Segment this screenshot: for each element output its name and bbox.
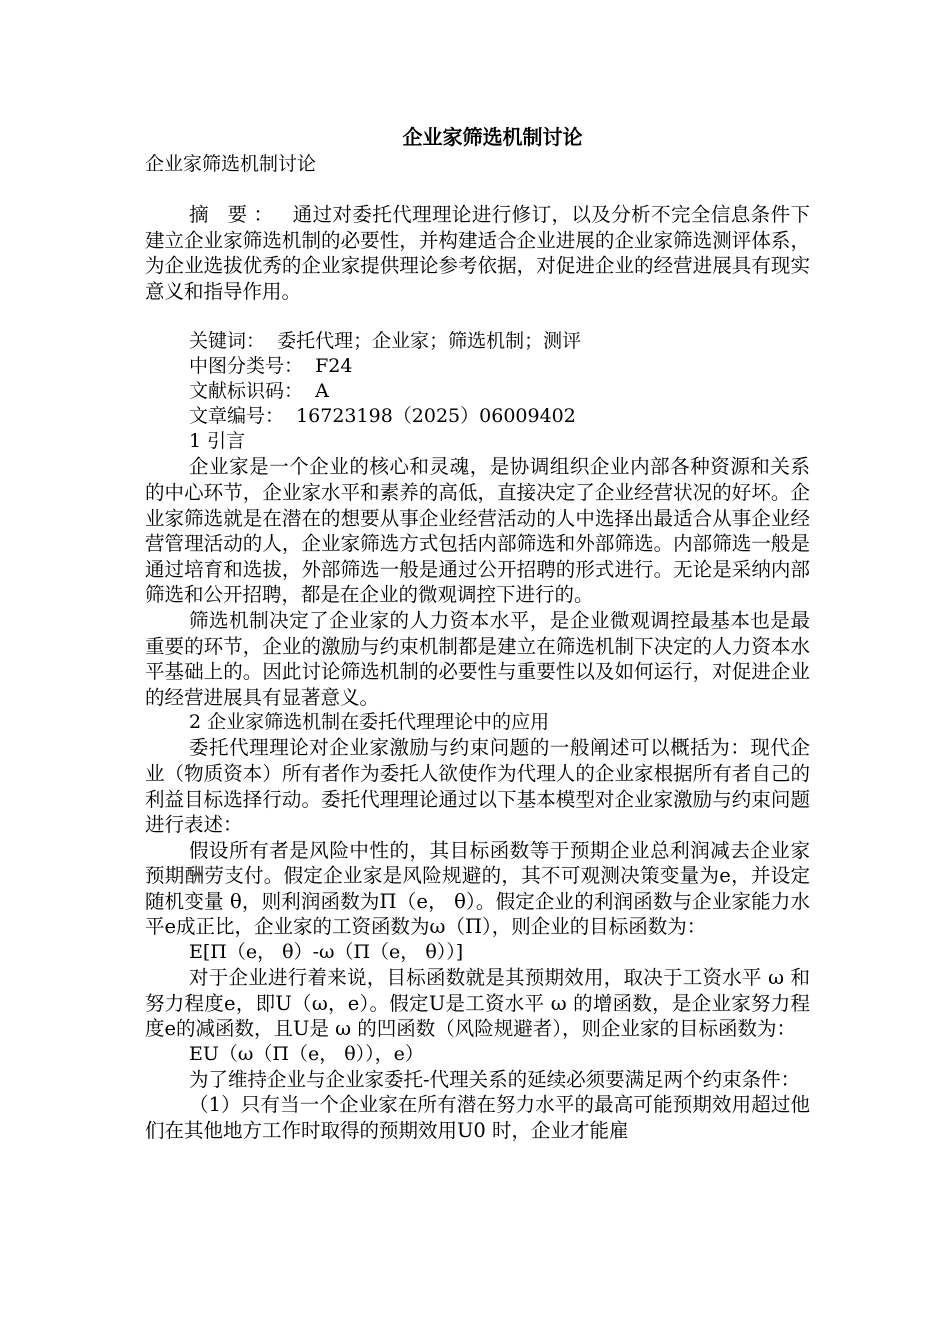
section-1-heading: 1 引言 [189,430,246,453]
document-title: 企业家筛选机制讨论 [402,125,583,149]
document-subtitle: 企业家筛选机制讨论 [145,153,317,175]
section-2-paragraph-3: 对于企业进行着来说，目标函数就是其预期效用，取决于工资水平 ω 和努力程度e，即U（ω，e）。假定U是工资水平 ω 的增函数，是企业家努力程度e的减函数，且U是 ω 的凹函数（风险规避者），则企业家的目标函数为： [145,966,810,1041]
spacer [145,177,810,202]
section-2-heading: 2 企业家筛选机制在委托代理理论中的应用 [189,711,550,734]
clc-number-line: 中图分类号： F24 [189,355,353,378]
abstract-paragraph [145,202,810,304]
keywords-line: 关键词： 委托代理；企业家；筛选机制；测评 [189,330,582,353]
section-2-paragraph-1: 委托代理理论对企业家激励与约束问题的一般阐述可以概括为：现代企业（物质资本）所有者作为委托人欲使作为代理人的企业家根据所有者自己的利益目标选择行动。委托代理理论通过以下基本模型对企业家激励与约束问题进行表述： [145,736,810,837]
abstract-label: 摘 要： [189,203,280,226]
section-2-paragraph-4: 为了维持企业与企业家委托-代理关系的延续必须要满足两个约束条件： [189,1067,801,1091]
formula-expected-utility: EU（ω（Π（e， θ）），e） [189,1042,424,1065]
document-code-line: 文献标识码： A [189,380,329,403]
abstract-text: 通过对委托代理理论进行修订，以及分析不完全信息条件下建立企业家筛选机制的必要性，并构建适合企业进展的企业家筛选测评体系，为企业选拔优秀的企业家提供理论参考依据，对促进企业的经营进展具有现实意义和指导作用。 [145,203,810,303]
spacer [145,304,810,329]
document-page [145,122,810,1144]
section-2-paragraph-5: （1）只有当一个企业家在所有潜在努力水平的最高可能预期效用超过他们在其他地方工作时取得的预期效用U0 时，企业才能雇 [145,1093,810,1143]
section-1-paragraph-1: 企业家是一个企业的核心和灵魂，是协调组织企业内部各种资源和关系的中心环节，企业家水平和素养的高低，直接决定了企业经营状况的好坏。企业家筛选就是在潜在的想要从事企业经营活动的人中选择出最适合从事企业经营管理活动的人，企业家筛选方式包括内部筛选和外部筛选。内部筛选一般是通过培育和选拔，外部筛选一般是通过公开招聘的形式进行。无论是采纳内部筛选和公开招聘，都是在企业的微观调控下进行的。 [145,455,810,607]
formula-objective-function: E[Π（e， θ）-ω（Π（e， θ））] [189,941,464,964]
section-1-paragraph-2: 筛选机制决定了企业家的人力资本水平，是企业微观调控最基本也是最重要的环节，企业的激励与约束机制都是建立在筛选机制下决定的人力资本水平基础上的。因此讨论筛选机制的必要性与重要性以及如何运行，对促进企业的经营进展具有显著意义。 [145,608,810,709]
article-number-line: 文章编号： 16723198（2025）06009402 [189,405,576,428]
section-2-paragraph-2: 假设所有者是风险中性的，其目标函数等于预期企业总利润减去企业家预期酬劳支付。假定企业家是风险规避的，其不可观测决策变量为e，并设定随机变量 θ，则利润函数为Π（e， θ）。假定企业的利润函数与企业家能力水平e成正比，企业家的工资函数为ω（Π），则企业的目标函数为： [145,838,810,939]
